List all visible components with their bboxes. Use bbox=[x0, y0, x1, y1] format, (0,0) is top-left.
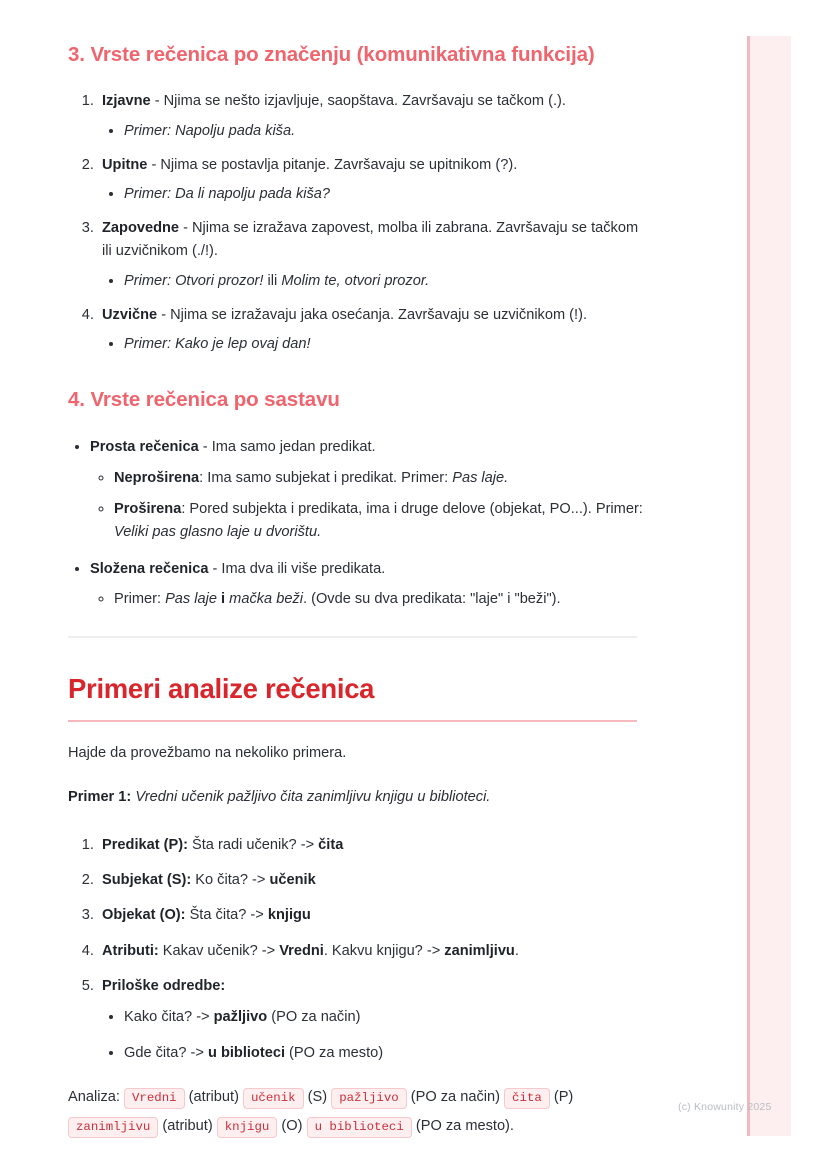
list-item bbox=[98, 217, 646, 294]
right-accent-rule bbox=[747, 36, 750, 1136]
code-chip-u-biblioteci: u biblioteci bbox=[307, 1117, 412, 1138]
adverbial-answer: u biblioteci bbox=[207, 1044, 285, 1061]
step-question: Kakav učenik? -> bbox=[158, 942, 280, 959]
sub-list bbox=[90, 588, 646, 612]
spacer bbox=[68, 612, 646, 636]
term: Izjavne - Njima se nešto izjavljuje, saopštava. Završavaju se tačkom (.). bbox=[102, 93, 566, 110]
example-list bbox=[102, 270, 646, 294]
analysis-note: (atribut) bbox=[184, 1089, 243, 1106]
list-item bbox=[98, 90, 646, 143]
list-item bbox=[124, 1006, 646, 1029]
list-item bbox=[90, 558, 646, 612]
term: Prosta rečenica - Ima samo jedan predikat. bbox=[90, 439, 376, 456]
example-text-part2: Molim te, otvori prozor. bbox=[281, 273, 430, 290]
sub-text: : Pored subjekta i predikata, ima i druge delove (objekat, PO...). Primer: bbox=[181, 500, 643, 517]
analysis-lead: Analiza: bbox=[68, 1089, 124, 1106]
example-text-part1: Primer: Otvori prozor! bbox=[124, 273, 264, 290]
list-item bbox=[98, 154, 646, 207]
sub-text: : Ima samo subjekat i predikat. Primer: bbox=[199, 469, 453, 486]
sastavu-list bbox=[68, 436, 646, 612]
list-item bbox=[124, 183, 646, 207]
example-text: Primer: Kako je lep ovaj dan! bbox=[124, 336, 311, 353]
document-content bbox=[68, 0, 646, 1142]
section-heading-sastavu: 4. Vrste rečenica po sastavu bbox=[68, 388, 340, 412]
step-term: Atributi: bbox=[102, 942, 159, 959]
code-chip-vredni: Vredni bbox=[124, 1088, 185, 1109]
spacer bbox=[68, 766, 646, 786]
list-item bbox=[124, 333, 646, 357]
sub-example: Pas laje. bbox=[452, 469, 509, 486]
step-question: Šta čita? -> bbox=[185, 907, 268, 924]
page-title: Primeri analize rečenica bbox=[68, 673, 375, 705]
sub-text: Primer: bbox=[114, 591, 166, 608]
sub-example-2: mačka beži bbox=[229, 591, 303, 608]
adverbial-answer: pažljivo bbox=[213, 1009, 268, 1026]
spacer bbox=[68, 722, 646, 742]
step-question: Šta radi učenik? -> bbox=[187, 836, 319, 853]
adverbial-note: (PO za način) bbox=[267, 1009, 361, 1026]
list-item bbox=[98, 975, 646, 1065]
spacer bbox=[68, 706, 646, 720]
step-answer: Vredni bbox=[279, 942, 324, 959]
term: Upitne - Njima se postavlja pitanje. Završavaju se upitnikom (?). bbox=[102, 156, 518, 173]
analysis-steps-list bbox=[68, 834, 646, 1065]
znacenju-list bbox=[68, 90, 646, 357]
step-answer: knjigu bbox=[267, 907, 311, 924]
primer-label: Primer 1: bbox=[68, 789, 132, 806]
analysis-note: (S) bbox=[303, 1089, 332, 1106]
example-text: Primer: Napolju pada kiša. bbox=[124, 122, 296, 139]
spacer bbox=[68, 413, 646, 427]
example-list bbox=[102, 333, 646, 357]
list-item bbox=[98, 869, 646, 892]
spacer bbox=[68, 1065, 646, 1083]
right-accent-strip bbox=[747, 36, 791, 1136]
primer-sentence: Vredni učenik pažljivo čita zanimljivu knjigu u biblioteci. bbox=[131, 789, 491, 806]
primer-1-line bbox=[68, 786, 646, 810]
list-item bbox=[98, 940, 646, 963]
step-answer-2: zanimljivu bbox=[444, 942, 515, 959]
term: Uzvične - Njima se izražavaju jaka osećanja. Završavaju se uzvičnikom (!). bbox=[102, 306, 588, 323]
term: Složena rečenica - Ima dva ili više predikata. bbox=[90, 560, 386, 577]
step-term: Predikat (P): bbox=[102, 836, 188, 853]
conjunction: i bbox=[217, 591, 230, 608]
code-chip-knjigu: knjigu bbox=[217, 1117, 278, 1138]
list-item bbox=[90, 436, 646, 545]
section-heading-znacenju: 3. Vrste rečenica po značenju (komunikativna funkcija) bbox=[68, 43, 595, 66]
example-text: Primer: Da li napolju pada kiša? bbox=[124, 186, 331, 203]
code-chip-zanimljivu: zanimljivu bbox=[68, 1117, 158, 1138]
intro-paragraph: Hajde da provežbamo na nekoliko primera. bbox=[68, 745, 347, 762]
analysis-note: (PO za način) bbox=[406, 1089, 505, 1106]
term: Zapovedne - Njima se izražava zapovest, molba ili zabrana. Završavaju se tačkom ili uzvičnikom (./!). bbox=[102, 219, 639, 260]
code-chip-pazljivo: pažljivo bbox=[331, 1088, 407, 1109]
sub-term: Neproširena bbox=[114, 469, 200, 486]
code-chip-ucenik: učenik bbox=[243, 1088, 304, 1109]
list-item bbox=[124, 120, 646, 144]
list-item bbox=[114, 467, 646, 491]
example-list bbox=[102, 183, 646, 207]
spacer bbox=[68, 638, 646, 672]
step-question-2: . Kakvu knjigu? -> bbox=[323, 942, 445, 959]
list-item bbox=[124, 270, 646, 294]
step-term: Subjekat (S): bbox=[102, 872, 192, 889]
adverbial-question: Kako čita? -> bbox=[124, 1009, 214, 1026]
sub-example: Veliki pas glasno laje u dvorištu. bbox=[114, 524, 322, 541]
step-term: Objekat (O): bbox=[102, 907, 186, 924]
example-list bbox=[102, 120, 646, 144]
step-period: . bbox=[514, 942, 519, 959]
watermark: (c) Knowunity 2025 bbox=[678, 1101, 772, 1113]
adverbials-list bbox=[102, 1006, 646, 1065]
list-item bbox=[98, 304, 646, 357]
analysis-note: (O) bbox=[277, 1118, 307, 1135]
sub-example-1: Pas laje bbox=[165, 591, 217, 608]
code-chip-cita: čita bbox=[504, 1088, 550, 1109]
list-item bbox=[124, 1042, 646, 1065]
step-question: Ko čita? -> bbox=[191, 872, 270, 889]
step-answer: čita bbox=[318, 836, 344, 853]
spacer bbox=[68, 68, 646, 80]
analysis-note: (atribut) bbox=[158, 1118, 217, 1135]
analysis-paragraph bbox=[68, 1083, 646, 1141]
analysis-note: (P) bbox=[549, 1089, 574, 1106]
list-item bbox=[98, 904, 646, 927]
analysis-note: (PO za mesto). bbox=[411, 1118, 514, 1135]
step-term: Priloške odredbe: bbox=[102, 978, 226, 995]
adverbial-note: (PO za mesto) bbox=[285, 1044, 384, 1061]
example-conjunction: ili bbox=[263, 273, 282, 290]
sub-list bbox=[90, 467, 646, 545]
adverbial-question: Gde čita? -> bbox=[124, 1044, 208, 1061]
list-item bbox=[114, 498, 646, 545]
list-item bbox=[98, 834, 646, 857]
spacer bbox=[68, 810, 646, 826]
list-item bbox=[114, 588, 646, 612]
step-answer: učenik bbox=[269, 872, 316, 889]
sub-term: Proširena bbox=[114, 500, 182, 517]
sub-note: . (Ovde su dva predikata: "laje" i "beži"). bbox=[302, 591, 561, 608]
